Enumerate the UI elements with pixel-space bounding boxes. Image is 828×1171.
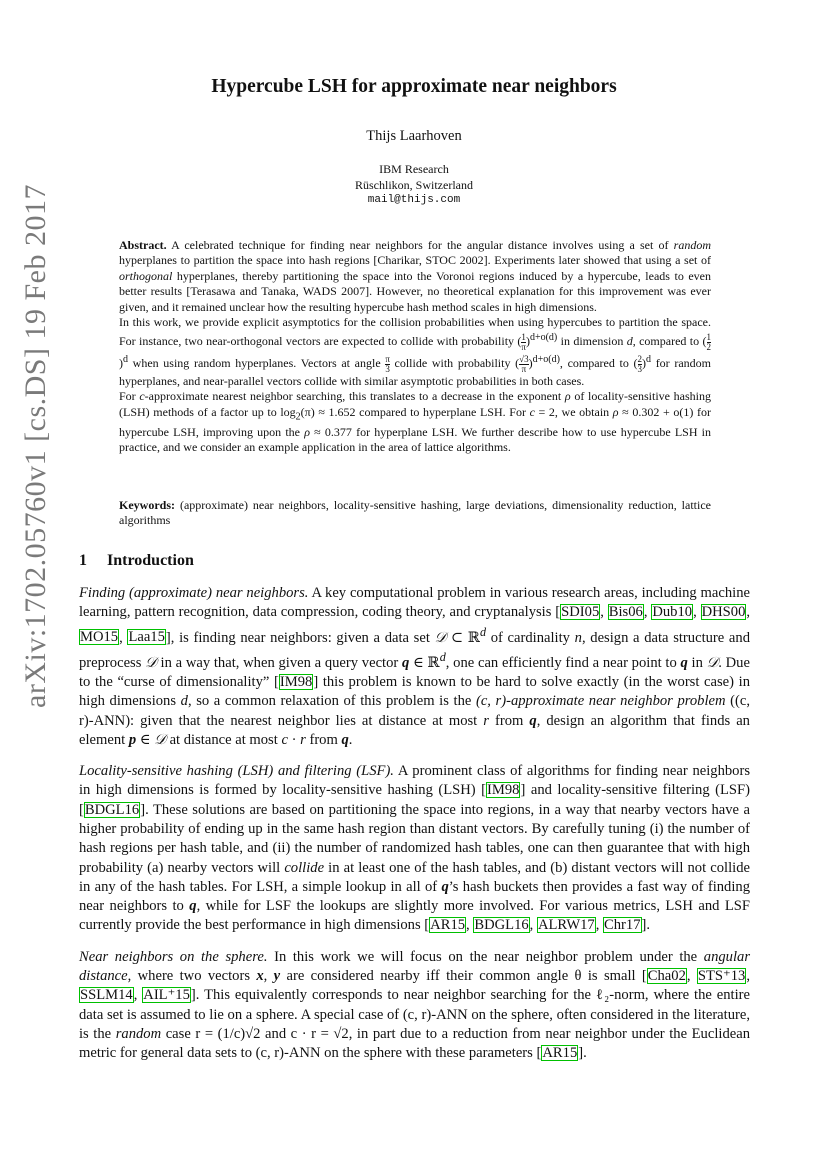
fraction-pi-over-3: $\frac{\pi}{3}$ [385,353,390,374]
paragraph-heading: Near neighbors on the sphere. [79,948,268,965]
citation-link[interactable]: IM98 [487,782,520,799]
citation-link[interactable]: Cha02 [647,968,686,985]
section-title: Introduction [107,552,194,569]
author-email[interactable]: mail@thijs.com [367,194,461,206]
section-number: 1 [79,552,87,569]
paragraph-near-neighbors: Finding (approximate) near neighbors. A key computational problem in various research areas, including machine learning, pattern recognition, data compression, coding theory, and cryptanalysis [SDI05, Bis06, Dub10, DHS00, MO15, Laa15], is finding near neighbors: given a data set 𝒟 ⊂ ℝ$^d$ of cardinality n, design a data structure and preprocess 𝒟 in a way that, when given a query vector q ∈ ℝ$^d$, one can efficiently find a near point to q in 𝒟. Due to the “curse of dimensionality” [IM98] this problem is known to be hard to solve exactly (in the worst case) in high dimensions d, so a common relaxation of this problem is the (c, r)-approximate near neighbor problem ((c, r)-ANN): given that the nearest neighbor lies at distance at most r from q, design an algorithm that finds an element p ∈ 𝒟 at distance at most c · r from q. [79,585,751,748]
citation-link[interactable]: Laa15 [128,629,165,646]
body-text [79,584,750,1076]
paragraph-heading: Locality-sensitive hashing (LSH) and filtering (LSF). [79,763,394,780]
citation-link[interactable]: MO15 [80,629,119,646]
fraction-1-over-2: $\frac{1}{2}$ [706,332,711,353]
citation-link[interactable]: BDGL16 [474,917,529,934]
citation-link[interactable]: Bis06 [608,604,643,621]
citation-link[interactable]: DHS00 [701,604,746,621]
citation-link[interactable]: AR15 [542,1045,578,1062]
section-heading-introduction [79,552,194,570]
arxiv-identifier-stamp [8,36,64,856]
paragraph-heading: Finding (approximate) near neighbors. [79,585,309,601]
abstract-label: Abstract. [119,238,167,252]
author-name: Thijs Laarhoven [366,128,462,144]
keywords-label: Keywords: [119,498,175,512]
abstract [119,238,711,455]
affiliation-org: IBM Research [379,162,449,176]
citation-link[interactable]: BDGL16 [84,801,140,818]
citation-link[interactable]: SSLM14 [80,987,133,1004]
abstract-paragraph-1: Abstract. A celebrated technique for finding near neighbors for the angular distance involves using a set of random hyperplanes to partition the space into hash regions [Charikar, STOC 2002]. Experiments later showed that using a set of orthogonal hyperplanes, thereby partitioning the space into the Voronoi regions induced by a hypercube, leads to even better results [Terasawa and Tanaka, WADS 2007]. However, no theoretical explanation for this improvement was ever given, and it remained unclear how the resulting hypercube hash method scales in high dimensions. [119,238,712,314]
abstract-paragraph-2: In this work, we provide explicit asymptotics for the collision probabilities when using hypercubes to partition the space. For instance, two near-orthogonal vectors are expected to collide with probability ( $\frac{1}{\pi}$ )$^{d+o(d)}$ in dimension d, compared to ( $\frac{1}{2}$ )$^d$ when using random hyperplanes. Vectors at angle $\frac{\pi}{3}$ collide with probability ( $\frac{√3}{\pi}$ )$^{d+o(d)}$, compared to ( $\frac{2}{3}$ )$^d$ for random hyperplanes, and near-parallel vectors collide with similar asymptotic probabilities in both cases. [119,315,711,388]
paragraph-sphere: Near neighbors on the sphere. In this work we will focus on the near neighbor problem under the angular distance, where two vectors x, y are considered nearby iff their common angle θ is small [Cha02, STS⁺13, SSLM14, AIL⁺15]. This equivalently corresponds to near neighbor searching for the ℓ₂-norm, where the entire data set is assumed to lie on a sphere. A special case of (c, r)-ANN on the sphere, often considered in the literature, is the random case r = (1/c)√2 and c · r = √2, in part due to a reduction from near neighbor under the Euclidean metric for general data sets to (c, r)-ANN on the sphere with these parameters [AR15]. [79,948,751,1062]
abstract-paragraph-3: For c-approximate nearest neighbor searching, this translates to a decrease in the exponent ρ of locality-sensitive hashing (LSH) methods of a factor up to $\log_2(\pi) \approx 1.652$ compared to hyperplane LSH. For c = 2, we obtain ρ ≈ 0.302 + o(1) for hypercube LSH, improving upon the ρ ≈ 0.377 for hyperplane LSH. We further describe how to use hypercube LSH in practice, and we consider an example application in the area of lattice algorithms. [119,389,712,454]
fraction-2-over-3: $\frac{2}{3}$ [637,353,643,374]
keywords-text: (approximate) near neighbors, locality-sensitive hashing, large deviations, dimensionality reduction, lattice algorithms [119,498,711,528]
citation-link[interactable]: SDI05 [561,604,600,621]
citation-link[interactable]: AR15 [430,917,466,934]
citation-link[interactable]: Chr17 [604,917,641,934]
citation-link[interactable]: AIL⁺15 [143,987,190,1004]
fraction-1-over-pi: $\frac{1}{\pi}$ [521,332,526,353]
citation-link[interactable]: IM98 [279,673,313,690]
paper-title: Hypercube LSH for approximate near neighbors [211,76,617,97]
fraction-sqrt3-over-pi: $\frac{√3}{\pi}$ [519,353,529,374]
paragraph-lsh-lsf: Locality-sensitive hashing (LSH) and filtering (LSF). A prominent class of algorithms for finding near neighbors in high dimensions is formed by locality-sensitive hashing (LSH) [IM98] and locality-sensitive filtering (LSF) [BDGL16]. These solutions are based on partitioning the space into regions, in a way that nearby vectors have a higher probability of ending up in the same hash region than distant vectors. By carefully tuning (i) the number of hash regions per hash table, and (ii) the number of randomized hash tables, one can then guarantee that with high probability (a) nearby vectors will collide in at least one of the hash tables, and (b) distant vectors will not collide in any of the hash tables. For LSH, a simple lookup in all of q’s hash buckets then provides a fast way of finding near neighbors to q, while for LSF the lookups are slightly more involved. For various metrics, LSH and LSF currently provide the best performance in high dimensions [AR15, BDGL16, ALRW17, Chr17]. [79,763,751,934]
citation-link[interactable]: STS⁺13 [697,968,746,985]
citation-link[interactable]: Dub10 [652,604,693,621]
arxiv-identifier: arXiv:1702.05760v1 [cs.DS] 19 Feb 2017 [19,184,52,708]
keywords [119,498,711,529]
citation-link[interactable]: ALRW17 [537,917,595,934]
affiliation-location: Rüschlikon, Switzerland [355,178,473,192]
